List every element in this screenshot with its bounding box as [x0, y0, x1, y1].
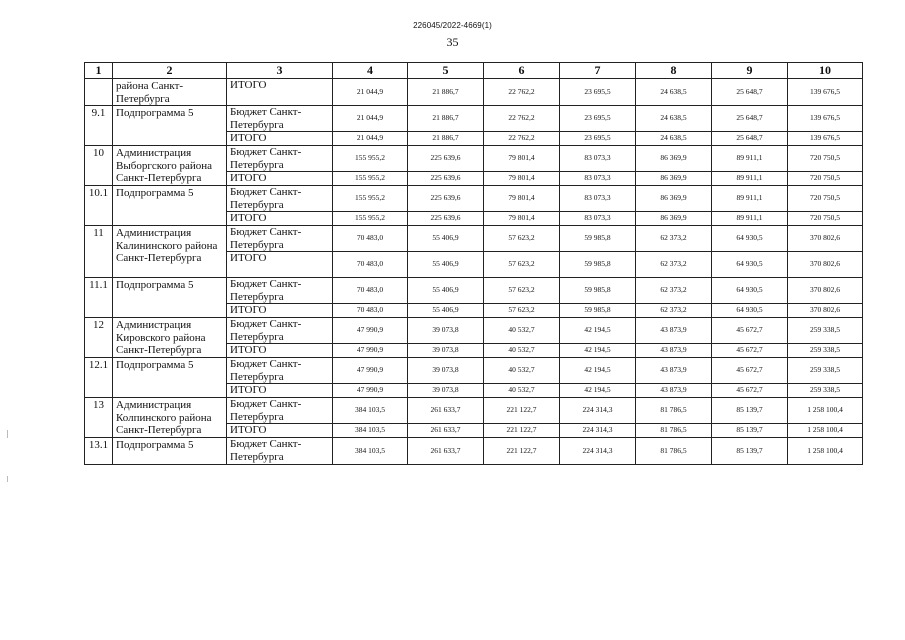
amount-cell: 42 194,5: [560, 384, 636, 398]
funding-source: ИТОГО: [227, 344, 333, 358]
amount-cell: 224 314,3: [560, 438, 636, 465]
amount-cell: 45 672,7: [712, 358, 788, 384]
amount-cell: 64 930,5: [712, 304, 788, 318]
amount-cell: 224 314,3: [560, 424, 636, 438]
amount-cell: 43 873,9: [636, 384, 712, 398]
amount-cell: 720 750,5: [788, 212, 863, 226]
amount-cell: 1 258 100,4: [788, 398, 863, 424]
table-row: [85, 79, 863, 106]
amount-cell: 64 930,5: [712, 252, 788, 278]
amount-cell: 21 044,9: [333, 79, 408, 106]
amount-cell: 259 338,5: [788, 318, 863, 344]
amount-cell: 45 672,7: [712, 344, 788, 358]
funding-source: Бюджет Санкт-Петербурга: [227, 438, 333, 465]
funding-source: Бюджет Санкт-Петербурга: [227, 186, 333, 212]
amount-cell: 47 990,9: [333, 384, 408, 398]
amount-cell: 81 786,5: [636, 438, 712, 465]
funding-source: ИТОГО: [227, 304, 333, 318]
amount-cell: 85 139,7: [712, 424, 788, 438]
amount-cell: 1 258 100,4: [788, 438, 863, 465]
funding-source: Бюджет Санкт-Петербурга: [227, 398, 333, 424]
amount-cell: 83 073,3: [560, 186, 636, 212]
amount-cell: 81 786,5: [636, 424, 712, 438]
amount-cell: 155 955,2: [333, 212, 408, 226]
amount-cell: 47 990,9: [333, 344, 408, 358]
amount-cell: 1 258 100,4: [788, 424, 863, 438]
amount-cell: 89 911,1: [712, 146, 788, 172]
row-number: [85, 79, 113, 106]
amount-cell: 720 750,5: [788, 172, 863, 186]
amount-cell: 39 073,8: [408, 344, 484, 358]
funding-source: Бюджет Санкт-Петербурга: [227, 358, 333, 384]
amount-cell: 86 369,9: [636, 146, 712, 172]
page-number: 35: [446, 35, 459, 49]
amount-cell: 85 139,7: [712, 398, 788, 424]
amount-cell: 40 532,7: [484, 358, 560, 384]
amount-cell: 64 930,5: [712, 226, 788, 252]
funding-source: Бюджет Санкт-Петербурга: [227, 318, 333, 344]
amount-cell: 384 103,5: [333, 424, 408, 438]
amount-cell: 21 886,7: [408, 106, 484, 132]
amount-cell: 23 695,5: [560, 79, 636, 106]
budget-table: [84, 62, 863, 465]
funding-source: ИТОГО: [227, 79, 333, 106]
col-header: 8: [636, 63, 712, 79]
funding-source: ИТОГО: [227, 212, 333, 226]
row-number: 10: [85, 146, 113, 186]
amount-cell: 139 676,5: [788, 106, 863, 132]
funding-source: ИТОГО: [227, 172, 333, 186]
amount-cell: 70 483,0: [333, 252, 408, 278]
amount-cell: 39 073,8: [408, 318, 484, 344]
column-number-row: [85, 63, 863, 79]
amount-cell: 261 633,7: [408, 398, 484, 424]
amount-cell: 720 750,5: [788, 186, 863, 212]
amount-cell: 259 338,5: [788, 344, 863, 358]
amount-cell: 21 044,9: [333, 132, 408, 146]
table-row: [85, 146, 863, 172]
row-name: Подпрограмма 5: [113, 106, 227, 146]
amount-cell: 24 638,5: [636, 132, 712, 146]
table-row: [85, 438, 863, 465]
amount-cell: 57 623,2: [484, 304, 560, 318]
amount-cell: 259 338,5: [788, 384, 863, 398]
amount-cell: 86 369,9: [636, 172, 712, 186]
amount-cell: 85 139,7: [712, 438, 788, 465]
col-header: 5: [408, 63, 484, 79]
amount-cell: 22 762,2: [484, 79, 560, 106]
amount-cell: 370 802,6: [788, 226, 863, 252]
row-name: Подпрограмма 5: [113, 186, 227, 226]
row-name: Администрация Кировского района Санкт-Петербурга: [113, 318, 227, 358]
amount-cell: 59 985,8: [560, 226, 636, 252]
amount-cell: 79 801,4: [484, 212, 560, 226]
amount-cell: 221 122,7: [484, 398, 560, 424]
table-row: [85, 278, 863, 304]
row-number: 12.1: [85, 358, 113, 398]
row-name: Подпрограмма 5: [113, 278, 227, 318]
funding-source: Бюджет Санкт-Петербурга: [227, 106, 333, 132]
amount-cell: 43 873,9: [636, 344, 712, 358]
amount-cell: 57 623,2: [484, 252, 560, 278]
col-header: 3: [227, 63, 333, 79]
amount-cell: 59 985,8: [560, 304, 636, 318]
amount-cell: 64 930,5: [712, 278, 788, 304]
funding-source: ИТОГО: [227, 424, 333, 438]
amount-cell: 261 633,7: [408, 424, 484, 438]
amount-cell: 59 985,8: [560, 278, 636, 304]
amount-cell: 224 314,3: [560, 398, 636, 424]
funding-source: ИТОГО: [227, 252, 333, 278]
amount-cell: 225 639,6: [408, 186, 484, 212]
amount-cell: 155 955,2: [333, 186, 408, 212]
amount-cell: 370 802,6: [788, 252, 863, 278]
row-name: Подпрограмма 5: [113, 438, 227, 465]
amount-cell: 221 122,7: [484, 438, 560, 465]
amount-cell: 42 194,5: [560, 318, 636, 344]
amount-cell: 55 406,9: [408, 226, 484, 252]
row-number: 11: [85, 226, 113, 278]
amount-cell: 70 483,0: [333, 226, 408, 252]
amount-cell: 720 750,5: [788, 146, 863, 172]
amount-cell: 24 638,5: [636, 106, 712, 132]
row-name: Подпрограмма 5: [113, 358, 227, 398]
amount-cell: 40 532,7: [484, 384, 560, 398]
amount-cell: 62 373,2: [636, 252, 712, 278]
amount-cell: 39 073,8: [408, 384, 484, 398]
amount-cell: 55 406,9: [408, 252, 484, 278]
amount-cell: 21 886,7: [408, 79, 484, 106]
amount-cell: 70 483,0: [333, 304, 408, 318]
amount-cell: 42 194,5: [560, 344, 636, 358]
table-row: [85, 358, 863, 384]
amount-cell: 62 373,2: [636, 304, 712, 318]
amount-cell: 79 801,4: [484, 146, 560, 172]
amount-cell: 86 369,9: [636, 186, 712, 212]
row-number: 9.1: [85, 106, 113, 146]
amount-cell: 21 044,9: [333, 106, 408, 132]
col-header: 9: [712, 63, 788, 79]
amount-cell: 79 801,4: [484, 172, 560, 186]
amount-cell: 23 695,5: [560, 132, 636, 146]
row-name: Администрация Выборгского района Санкт-Петербурга: [113, 146, 227, 186]
amount-cell: 55 406,9: [408, 278, 484, 304]
amount-cell: 139 676,5: [788, 79, 863, 106]
col-header: 6: [484, 63, 560, 79]
amount-cell: 221 122,7: [484, 424, 560, 438]
amount-cell: 57 623,2: [484, 226, 560, 252]
amount-cell: 225 639,6: [408, 172, 484, 186]
table-row: [85, 106, 863, 132]
amount-cell: 384 103,5: [333, 398, 408, 424]
funding-source: Бюджет Санкт-Петербурга: [227, 278, 333, 304]
amount-cell: 89 911,1: [712, 186, 788, 212]
row-name: района Санкт-Петербурга: [113, 79, 227, 106]
amount-cell: 47 990,9: [333, 318, 408, 344]
col-header: 4: [333, 63, 408, 79]
amount-cell: 139 676,5: [788, 132, 863, 146]
amount-cell: 89 911,1: [712, 172, 788, 186]
scan-mark: [7, 476, 8, 482]
amount-cell: 83 073,3: [560, 212, 636, 226]
amount-cell: 25 648,7: [712, 132, 788, 146]
amount-cell: 57 623,2: [484, 278, 560, 304]
row-number: 13.1: [85, 438, 113, 465]
amount-cell: 370 802,6: [788, 304, 863, 318]
table-row: [85, 398, 863, 424]
amount-cell: 259 338,5: [788, 358, 863, 384]
amount-cell: 47 990,9: [333, 358, 408, 384]
amount-cell: 89 911,1: [712, 212, 788, 226]
amount-cell: 22 762,2: [484, 106, 560, 132]
col-header: 7: [560, 63, 636, 79]
amount-cell: 25 648,7: [712, 79, 788, 106]
amount-cell: 83 073,3: [560, 146, 636, 172]
row-number: 10.1: [85, 186, 113, 226]
document-registration-number: 226045/2022-4669(1): [413, 21, 492, 30]
amount-cell: 155 955,2: [333, 146, 408, 172]
amount-cell: 23 695,5: [560, 106, 636, 132]
amount-cell: 39 073,8: [408, 358, 484, 384]
amount-cell: 62 373,2: [636, 278, 712, 304]
amount-cell: 21 886,7: [408, 132, 484, 146]
amount-cell: 225 639,6: [408, 212, 484, 226]
amount-cell: 62 373,2: [636, 226, 712, 252]
col-header: 1: [85, 63, 113, 79]
amount-cell: 42 194,5: [560, 358, 636, 384]
amount-cell: 79 801,4: [484, 186, 560, 212]
table-row: [85, 226, 863, 252]
funding-source: ИТОГО: [227, 384, 333, 398]
amount-cell: 83 073,3: [560, 172, 636, 186]
table-body: [85, 79, 863, 465]
amount-cell: 43 873,9: [636, 318, 712, 344]
amount-cell: 40 532,7: [484, 318, 560, 344]
amount-cell: 40 532,7: [484, 344, 560, 358]
amount-cell: 24 638,5: [636, 79, 712, 106]
amount-cell: 59 985,8: [560, 252, 636, 278]
amount-cell: 43 873,9: [636, 358, 712, 384]
table-row: [85, 186, 863, 212]
amount-cell: 155 955,2: [333, 172, 408, 186]
amount-cell: 261 633,7: [408, 438, 484, 465]
funding-source: Бюджет Санкт-Петербурга: [227, 226, 333, 252]
amount-cell: 22 762,2: [484, 132, 560, 146]
row-number: 13: [85, 398, 113, 438]
amount-cell: 81 786,5: [636, 398, 712, 424]
amount-cell: 370 802,6: [788, 278, 863, 304]
amount-cell: 70 483,0: [333, 278, 408, 304]
scan-mark: [7, 430, 8, 438]
col-header: 2: [113, 63, 227, 79]
funding-source: ИТОГО: [227, 132, 333, 146]
col-header: 10: [788, 63, 863, 79]
row-number: 11.1: [85, 278, 113, 318]
amount-cell: 45 672,7: [712, 318, 788, 344]
row-number: 12: [85, 318, 113, 358]
amount-cell: 86 369,9: [636, 212, 712, 226]
table-row: [85, 318, 863, 344]
amount-cell: 225 639,6: [408, 146, 484, 172]
row-name: Администрация Колпинского района Санкт-Петербурга: [113, 398, 227, 438]
row-name: Администрация Калининского района Санкт-Петербурга: [113, 226, 227, 278]
amount-cell: 384 103,5: [333, 438, 408, 465]
amount-cell: 25 648,7: [712, 106, 788, 132]
amount-cell: 45 672,7: [712, 384, 788, 398]
funding-source: Бюджет Санкт-Петербурга: [227, 146, 333, 172]
amount-cell: 55 406,9: [408, 304, 484, 318]
